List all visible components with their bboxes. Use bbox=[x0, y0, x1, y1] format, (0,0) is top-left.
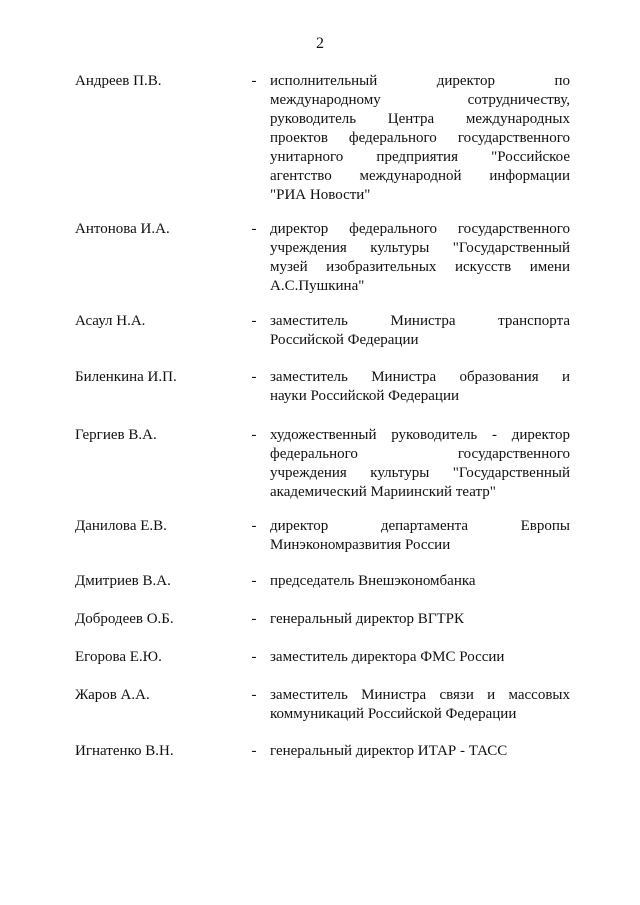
description-line: директор федерального государственного bbox=[270, 221, 570, 237]
list-item bbox=[0, 686, 570, 724]
position-description bbox=[270, 426, 570, 502]
dash-separator: - bbox=[251, 687, 257, 703]
dash-separator: - bbox=[251, 743, 257, 759]
person-name: Асаул Н.А. bbox=[75, 313, 146, 329]
description-line: исполнительный директор по bbox=[270, 73, 570, 89]
description-line: председатель Внешэкономбанка bbox=[270, 573, 476, 589]
description-line: руководитель Центра международных bbox=[270, 111, 570, 127]
dash-separator: - bbox=[251, 369, 257, 385]
list-item bbox=[0, 517, 570, 555]
position-description bbox=[270, 742, 570, 761]
dash-separator: - bbox=[251, 427, 257, 443]
description-line: учреждения культуры "Государственный bbox=[270, 465, 570, 481]
description-line: "РИА Новости" bbox=[270, 187, 371, 203]
description-line: международному сотрудничеству, bbox=[270, 92, 570, 108]
description-line: музей изобразительных искусств имени bbox=[270, 259, 570, 275]
description-line: директор департамента Европы bbox=[270, 518, 570, 534]
dash-separator: - bbox=[251, 573, 257, 589]
person-name: Егорова Е.Ю. bbox=[75, 649, 162, 665]
position-description bbox=[270, 220, 570, 296]
person-name: Игнатенко В.Н. bbox=[75, 743, 174, 759]
dash-separator: - bbox=[251, 611, 257, 627]
position-description bbox=[270, 368, 570, 406]
description-line: заместитель директора ФМС России bbox=[270, 649, 505, 665]
description-line: генеральный директор ВГТРК bbox=[270, 611, 464, 627]
dash-separator: - bbox=[251, 313, 257, 329]
list-item bbox=[0, 72, 570, 205]
description-line: проектов федерального государственного bbox=[270, 130, 570, 146]
description-line: агентство международной информации bbox=[270, 168, 570, 184]
dash-separator: - bbox=[251, 73, 257, 89]
dash-separator: - bbox=[251, 221, 257, 237]
description-line: науки Российской Федерации bbox=[270, 388, 460, 404]
description-line: учреждения культуры "Государственный bbox=[270, 240, 570, 256]
position-description bbox=[270, 72, 570, 205]
description-line: Минэкономразвития России bbox=[270, 537, 451, 553]
list-item bbox=[0, 312, 570, 350]
description-line: коммуникаций Российской Федерации bbox=[270, 706, 517, 722]
description-line: заместитель Министра транспорта bbox=[270, 313, 570, 329]
description-line: художественный руководитель - директор bbox=[270, 427, 570, 443]
person-name: Данилова Е.В. bbox=[75, 518, 167, 534]
page-number: 2 bbox=[316, 35, 324, 52]
dash-separator: - bbox=[251, 649, 257, 665]
person-name: Дмитриев В.А. bbox=[75, 573, 171, 589]
description-line: академический Мариинский театр" bbox=[270, 484, 496, 500]
description-line: Российской Федерации bbox=[270, 332, 419, 348]
list-item bbox=[0, 648, 570, 667]
dash-separator: - bbox=[251, 518, 257, 534]
person-name: Антонова И.А. bbox=[75, 221, 170, 237]
person-name: Жаров А.А. bbox=[75, 687, 150, 703]
position-description bbox=[270, 648, 570, 667]
description-line: федерального государственного bbox=[270, 446, 570, 462]
person-name: Добродеев О.Б. bbox=[75, 611, 174, 627]
list-item bbox=[0, 572, 570, 591]
person-name: Биленкина И.П. bbox=[75, 369, 177, 385]
position-description bbox=[270, 572, 570, 591]
description-line: генеральный директор ИТАР - ТАСС bbox=[270, 743, 508, 759]
description-line: унитарного предприятия "Российское bbox=[270, 149, 570, 165]
list-item bbox=[0, 742, 570, 761]
position-description bbox=[270, 610, 570, 629]
description-line: заместитель Министра образования и bbox=[270, 369, 570, 385]
position-description bbox=[270, 517, 570, 555]
list-item bbox=[0, 368, 570, 406]
description-line: А.С.Пушкина" bbox=[270, 278, 365, 294]
list-item bbox=[0, 426, 570, 502]
list-item bbox=[0, 220, 570, 296]
position-description bbox=[270, 686, 570, 724]
person-name: Андреев П.В. bbox=[75, 73, 162, 89]
list-item bbox=[0, 610, 570, 629]
person-name: Гергиев В.А. bbox=[75, 427, 157, 443]
description-line: заместитель Министра связи и массовых bbox=[270, 687, 570, 703]
position-description bbox=[270, 312, 570, 350]
